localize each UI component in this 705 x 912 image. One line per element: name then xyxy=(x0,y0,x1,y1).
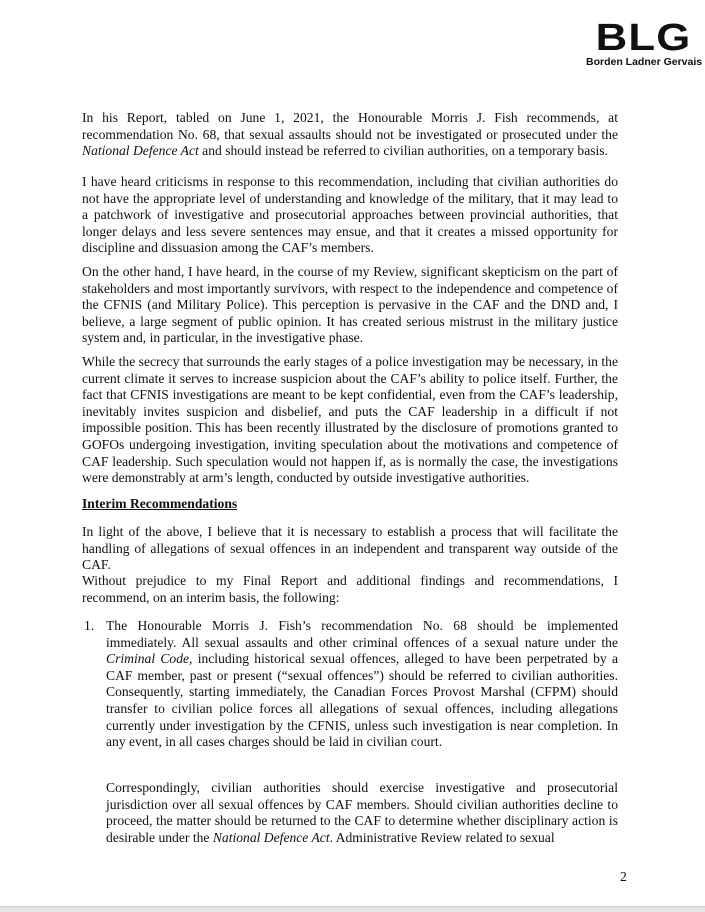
text: Correspondingly, civilian authorities should exercise investigative and prosecutorial jurisdiction over all sexual offences by CAF members. Should civilian authorities decline to proceed, the matter should be returned to the CAF to determine whether disciplinary action is desirable under the xyxy=(106,780,618,845)
recommendation-item-1-continued xyxy=(106,780,618,846)
section-heading: Interim Recommendations xyxy=(82,496,238,511)
act-title: National Defence Act xyxy=(82,143,199,159)
page-number: 2 xyxy=(620,869,627,884)
paragraph-secrecy: While the secrecy that surrounds the early stages of a police investigation may be necessary, in the current climate it serves to increase suspicion about the CAF’s ability to police itself. Further, the fact that CFNIS investigations are meant to be kept confidential, even from the CAF’s leadership, inevitably invites suspicion and disbelief, and puts the CAF leadership in a difficult if not impossible position. This has been recently illustrated by the disclosure of promotions granted to GOFOs undergoing investigation, inviting speculation about the motivations and competence of CAF leadership. Such speculation would not happen if, as is normally the case, the investigations were demonstrably at arm’s length, conducted by outside investigative authorities. xyxy=(82,354,618,486)
paragraph-fish-report xyxy=(82,110,618,160)
text: and should instead be referred to civilian authorities, on a temporary basis. xyxy=(198,143,608,159)
act-title: National Defence Act xyxy=(212,829,330,845)
blg-logo xyxy=(586,17,703,68)
code-title: Criminal Code xyxy=(106,651,190,667)
paragraph-criticisms: I have heard criticisms in response to this recommendation, including that civilian authorities do not have the appropriate level of understanding and knowledge of the military, that it may lead to a patchwork of investigative and prosecutorial approaches between provincial authorities, that longer delays and less severe sentences may ensue, and that it creates a missed opportunity for discipline and dissuasion among the CAF’s members. xyxy=(82,174,618,256)
recommendation-item-1 xyxy=(106,618,618,751)
text: . Administrative Review related to sexual xyxy=(329,829,555,845)
logo-mark: BLG xyxy=(595,17,692,59)
list-number: 1. xyxy=(84,618,95,633)
page-bottom-edge xyxy=(0,906,705,912)
paragraph-without-prejudice: Without prejudice to my Final Report and additional findings and recommendations, I recommend, on an interim basis, the following: xyxy=(82,573,618,605)
text: , including historical sexual offences, alleged to have been perpetrated by a CAF member, past or present (“sexual offences”) should be referred to civilian authorities. Consequently, starting immediately, the Canadian Forces Provost Marshal (CFPM) should transfer to civilian police forces all allegations of sexual offences, including allegations currently under investigation by the CFNIS, unless such investigation is near completion. In any event, in all cases charges should be laid in civilian court. xyxy=(106,651,618,750)
text: In his Report, tabled on June 1, 2021, the Honourable Morris J. Fish recommends, at recommendation No. 68, that sexual assaults should not be investigated or prosecuted under the xyxy=(82,110,618,142)
paragraph-skepticism: On the other hand, I have heard, in the course of my Review, significant skepticism on the part of stakeholders and most importantly survivors, with respect to the independence and competence of the CFNIS (and Military Police). This perception is pervasive in the CAF and the DND and, I believe, a large segment of public opinion. It has created serious mistrust in the military justice system and, in particular, in the investigative phase. xyxy=(82,264,618,346)
logo-firm-name: Borden Ladner Gervais xyxy=(586,56,703,68)
paragraph-light-of-above: In light of the above, I believe that it is necessary to establish a process that will facilitate the handling of allegations of sexual offences in an independent and transparent way outside of the CAF. xyxy=(82,524,618,573)
text: The Honourable Morris J. Fish’s recommendation No. 68 should be implemented immediately. All sexual assaults and other criminal offences of a sexual nature under the xyxy=(106,618,618,650)
